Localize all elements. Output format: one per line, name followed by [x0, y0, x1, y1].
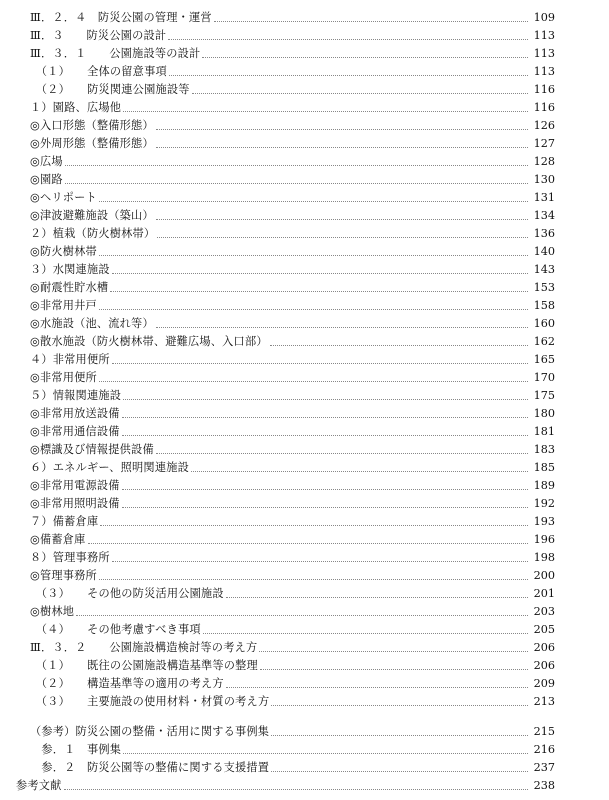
toc-entry[interactable]	[30, 261, 555, 279]
toc-entry-page: 136	[533, 227, 555, 240]
toc-entry-label: （参考）防災公園の整備・活用に関する事例集	[30, 725, 270, 738]
toc-entry[interactable]	[30, 531, 555, 549]
toc-entry-label: Ⅲ．２．４ 防災公園の管理・運営	[30, 11, 212, 24]
toc-entry-page: 203	[533, 605, 555, 618]
toc-entry[interactable]	[30, 189, 555, 207]
toc-entry[interactable]	[30, 513, 555, 531]
toc-entry-page: 198	[533, 551, 555, 564]
toc-entry-page: 165	[533, 353, 555, 366]
dot-leader	[123, 398, 528, 400]
toc-entry-label: ◎水施設（池、流れ等）	[30, 317, 154, 330]
dot-leader	[192, 92, 528, 94]
toc-entry-page: 113	[533, 47, 555, 60]
dot-leader	[168, 38, 528, 40]
toc-entry-label: ◎非常用井戸	[30, 299, 97, 312]
toc-entry-label: ５）情報関連施設	[30, 389, 122, 402]
toc-entry-page: 189	[533, 479, 555, 492]
toc-entry-page: 116	[533, 83, 555, 96]
toc-entry-label: Ⅲ．３．２ 公園施設構造検討等の考え方	[30, 641, 258, 654]
toc-entry-page: 196	[533, 533, 555, 546]
toc-entry-page: 213	[533, 695, 555, 708]
toc-entry-page: 158	[533, 299, 555, 312]
toc-entry-label: ６）エネルギー、照明関連施設	[30, 461, 189, 474]
toc-entry-page: 130	[533, 173, 555, 186]
toc-entry-label: 参．２ 防災公園等の整備に関する支援措置	[30, 761, 270, 774]
toc-entry-label: （３） 主要施設の使用材料・材質の考え方	[30, 695, 270, 708]
toc-entry-label: ◎非常用電源設備	[30, 479, 120, 492]
dot-leader	[88, 542, 528, 544]
toc-entry-page: 162	[533, 335, 555, 348]
toc-entry[interactable]	[30, 405, 555, 423]
toc-entry-page: 237	[533, 761, 555, 774]
dot-leader	[191, 470, 528, 472]
toc-entry[interactable]	[30, 741, 555, 759]
toc-entry-label: ７）備蓄倉庫	[30, 515, 99, 528]
toc-entry-page: 206	[533, 659, 555, 672]
dot-leader	[156, 326, 528, 328]
toc-entry-page: 126	[533, 119, 555, 132]
toc-entry-label: ◎非常用照明設備	[30, 497, 120, 510]
toc-entry-label: ２）植栽（防火樹林帯）	[30, 227, 156, 240]
toc-entry-page: 128	[533, 155, 555, 168]
toc-entry-label: Ⅲ．３ 防災公園の設計	[30, 29, 167, 42]
toc-entry[interactable]	[30, 315, 555, 333]
dot-leader	[99, 578, 528, 580]
dot-leader	[123, 110, 528, 112]
toc-entry[interactable]	[30, 297, 555, 315]
toc-entry[interactable]	[30, 243, 555, 261]
toc-entry-page: 205	[533, 623, 555, 636]
toc-entry[interactable]	[30, 171, 555, 189]
toc-entry-page: 209	[533, 677, 555, 690]
toc-entry-label: ４）非常用便所	[30, 353, 110, 366]
toc-entry-page: 238	[533, 779, 555, 792]
toc-entry-page: 215	[533, 725, 555, 738]
dot-leader	[202, 56, 528, 58]
toc-entry-page: 183	[533, 443, 555, 456]
toc-entry[interactable]	[30, 279, 555, 297]
dot-leader	[65, 164, 528, 166]
toc-entry[interactable]	[30, 99, 555, 117]
toc-entry-page: 200	[533, 569, 555, 582]
dot-leader	[100, 524, 528, 526]
dot-leader	[157, 236, 528, 238]
dot-leader	[123, 752, 528, 754]
toc-entry[interactable]	[30, 387, 555, 405]
toc-entry[interactable]	[30, 117, 555, 135]
dot-leader	[122, 434, 528, 436]
toc-entry-page: 153	[533, 281, 555, 294]
toc-entry-page: 109	[533, 11, 555, 24]
toc-entry-label: ◎園路	[30, 173, 63, 186]
dot-leader	[156, 146, 528, 148]
toc-entry[interactable]	[30, 495, 555, 513]
dot-leader	[226, 686, 528, 688]
toc-entry[interactable]	[30, 153, 555, 171]
toc-entry-page: 113	[533, 65, 555, 78]
toc-entry-page: 206	[533, 641, 555, 654]
toc-entry[interactable]	[30, 621, 555, 639]
toc-entry-label: ◎津波避難施設（築山）	[30, 209, 154, 222]
toc-entry-page: 175	[533, 389, 555, 402]
toc-entry[interactable]	[30, 423, 555, 441]
toc-entry-label: ◎備蓄倉庫	[30, 533, 86, 546]
toc-entry-page: 116	[533, 101, 555, 114]
toc-entry[interactable]	[30, 675, 555, 693]
dot-leader	[259, 650, 528, 652]
dot-leader	[112, 272, 528, 274]
toc-entry[interactable]	[30, 477, 555, 495]
toc-entry[interactable]	[30, 639, 555, 657]
toc-entry[interactable]	[30, 333, 555, 351]
toc-entry[interactable]	[30, 759, 555, 777]
dot-leader	[156, 128, 528, 130]
toc-entry[interactable]	[30, 45, 555, 63]
toc-entry-label: ◎樹林地	[30, 605, 75, 618]
toc-entry-page: 216	[533, 743, 555, 756]
toc-entry-page: 140	[533, 245, 555, 258]
toc-entry[interactable]	[30, 27, 555, 45]
toc-entry[interactable]	[30, 225, 555, 243]
toc-entry-label: ８）管理事務所	[30, 551, 110, 564]
toc-entry-label: １）園路、広場他	[30, 101, 122, 114]
toc-entry[interactable]	[30, 81, 555, 99]
toc-entry-label: ◎広場	[30, 155, 63, 168]
dot-leader	[270, 344, 528, 346]
toc-entry[interactable]	[30, 207, 555, 225]
toc-entry[interactable]	[30, 693, 555, 711]
toc-entry[interactable]	[30, 549, 555, 567]
toc-entry-label: ◎入口形態（整備形態）	[30, 119, 154, 132]
toc-entry-page: 131	[533, 191, 555, 204]
toc-entry[interactable]	[30, 441, 555, 459]
dot-leader	[271, 770, 528, 772]
toc-entry-page: 193	[533, 515, 555, 528]
dot-leader	[122, 416, 528, 418]
dot-leader	[99, 254, 528, 256]
toc-entry[interactable]	[30, 585, 555, 603]
toc-entry-label: （１） 全体の留意事項	[30, 65, 167, 78]
toc-entry-page: 180	[533, 407, 555, 420]
toc-entry[interactable]	[30, 459, 555, 477]
toc-entry[interactable]	[30, 351, 555, 369]
toc-entry-page: 170	[533, 371, 555, 384]
toc-entry-page: 192	[533, 497, 555, 510]
toc-entry[interactable]	[16, 777, 555, 795]
toc-entry-label: ◎耐震性貯水槽	[30, 281, 109, 294]
toc-entry-page: 201	[533, 587, 555, 600]
toc-entry-label: ◎ヘリポート	[30, 191, 97, 204]
toc-entry-label: ◎防火樹林帯	[30, 245, 97, 258]
toc-entry-label: （４） その他考慮すべき事項	[30, 623, 201, 636]
toc-entry[interactable]	[30, 657, 555, 675]
dot-leader	[112, 560, 528, 562]
toc-entry-page: 143	[533, 263, 555, 276]
toc-entry-page: 113	[533, 29, 555, 42]
toc-entry[interactable]	[30, 135, 555, 153]
dot-leader	[112, 362, 528, 364]
toc-entry-label: Ⅲ．３．１ 公園施設等の設計	[30, 47, 201, 60]
dot-leader	[156, 452, 528, 454]
dot-leader	[110, 290, 528, 292]
dot-leader	[226, 596, 528, 598]
toc-entry-label: ◎散水施設（防火樹林帯、避難広場、入口部）	[30, 335, 268, 348]
toc-entry[interactable]	[30, 723, 555, 741]
dot-leader	[65, 182, 528, 184]
dot-leader	[99, 308, 528, 310]
toc-entry-label: 参考文献	[16, 779, 62, 792]
toc-entry-label: ◎標識及び情報提供設備	[30, 443, 154, 456]
dot-leader	[99, 200, 528, 202]
toc-entry[interactable]	[30, 9, 555, 27]
dot-leader	[169, 74, 528, 76]
toc-entry-label: （１） 既往の公園施設構造基準等の整理	[30, 659, 258, 672]
toc-entry-label: （２） 防災関連公園施設等	[30, 83, 190, 96]
toc-entry-label: （２） 構造基準等の適用の考え方	[30, 677, 224, 690]
toc-entry[interactable]	[30, 369, 555, 387]
toc-entry-page: 134	[533, 209, 555, 222]
toc-entry[interactable]	[30, 567, 555, 585]
dot-leader	[271, 734, 528, 736]
toc-entry-label: 参．１ 事例集	[30, 743, 122, 756]
toc-entry-label: ◎外周形態（整備形態）	[30, 137, 154, 150]
dot-leader	[122, 488, 528, 490]
dot-leader	[260, 668, 528, 670]
dot-leader	[64, 788, 528, 790]
dot-leader	[99, 380, 528, 382]
dot-leader	[271, 704, 528, 706]
toc-entry-page: 185	[533, 461, 555, 474]
dot-leader	[203, 632, 528, 634]
toc-entry-label: ◎非常用放送設備	[30, 407, 120, 420]
toc-entry-label: （３） その他の防災活用公園施設	[30, 587, 224, 600]
toc-entry[interactable]	[30, 63, 555, 81]
dot-leader	[214, 20, 528, 22]
dot-leader	[122, 506, 528, 508]
dot-leader	[76, 614, 528, 616]
toc-entry-page: 181	[533, 425, 555, 438]
toc-entry-label: ◎非常用通信設備	[30, 425, 120, 438]
dot-leader	[156, 218, 528, 220]
toc-entry[interactable]	[30, 603, 555, 621]
toc-entry-label: ◎管理事務所	[30, 569, 97, 582]
toc-entry-page: 160	[533, 317, 555, 330]
toc-entry-label: ◎非常用便所	[30, 371, 97, 384]
toc-entry-page: 127	[533, 137, 555, 150]
toc-entry-label: ３）水関連施設	[30, 263, 110, 276]
